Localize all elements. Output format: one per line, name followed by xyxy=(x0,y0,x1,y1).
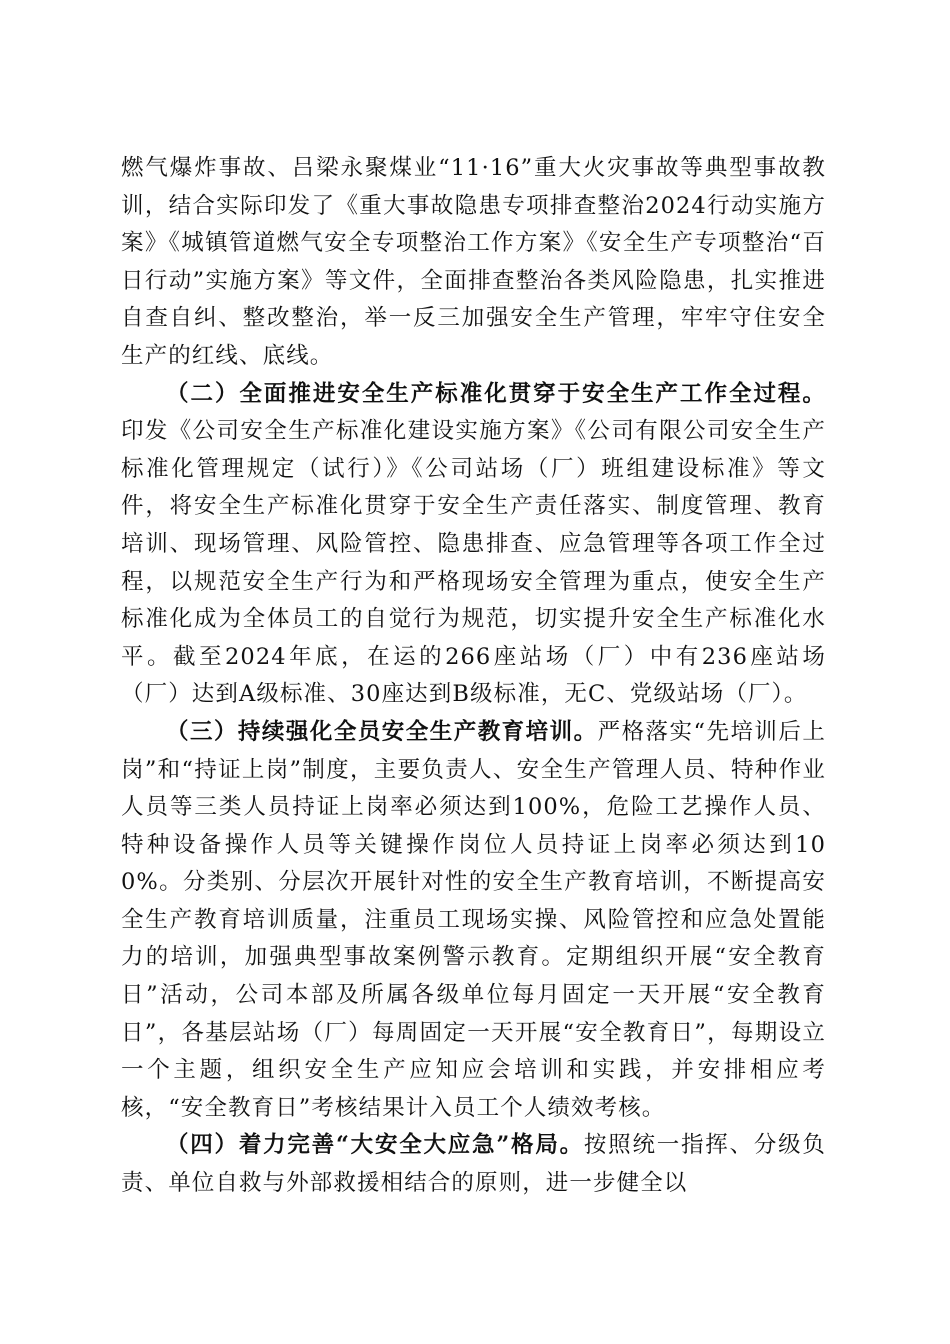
section-2-body-text: 印发《公司安全生产标准化建设实施方案》《公司有限公司安全生产标准化管理规定（试行）》《公司站场（厂）班组建设标准》等文件，将安全生产标准化贯穿于安全生产责任落实、制度管理、教育培训、现场管理、风险管控、隐患排查、应急管理等各项工作全过程，以规范安全生产行为和严格现场安全管理为重点，使安全生产标准化成为全体员工的自觉行为规范，切实提升安全生产标准化水平。截至2024年底，在运的266座站场（厂）中有236座站场（厂）达到A级标准、30座达到B级标准，无C、党级站场（厂）。 xyxy=(121,418,826,708)
section-3-heading: （三）持续强化全员安全生产教育培训。 xyxy=(166,718,598,745)
paragraph-section-2 xyxy=(121,376,826,714)
section-2-heading: （二）全面推进安全生产标准化贯穿于安全生产工作全过程。 xyxy=(166,380,826,407)
section-3-body-text: 严格落实“先培训后上岗”和“持证上岗”制度，主要负责人、安全生产管理人员、特种作业人员等三类人员持证上岗率必须达到100%，危险工艺操作人员、特种设备操作人员等关键操作岗位人员持证上岗率必须达到100%。分类别、分层次开展针对性的安全生产教育培训，不断提高安全生产教育培训质量，注重员工现场实操、风险管控和应急处置能力的培训，加强典型事故案例警示教育。定期组织开展“安全教育日”活动，公司本部及所属各级单位每月固定一天开展“安全教育日”，各基层站场（厂）每周固定一天开展“安全教育日”，每期设立一个主题，组织安全生产应知应会培训和实践，并安排相应考核，“安全教育日”考核结果计入员工个人绩效考核。 xyxy=(121,718,826,1121)
paragraph-body-text: 燃气爆炸事故、吕梁永聚煤业“11·16”重大火灾事故等典型事故教训，结合实际印发了《重大事故隐患专项排查整治2024行动实施方案》《城镇管道燃气安全专项整治工作方案》《安全生产专项整治“百日行动”实施方案》等文件，全面排查整治各类风险隐患，扎实推进自查自纠、整改整治，举一反三加强安全生产管理，牢牢守住安全生产的红线、底线。 xyxy=(121,155,826,369)
section-4-body-text: 按照统一指挥、分级负责、单位自救与外部救援相结合的原则，进一步健全以 xyxy=(121,1132,826,1197)
paragraph-section-4 xyxy=(121,1127,826,1202)
paragraph-section-3 xyxy=(121,714,826,1128)
section-4-heading: （四）着力完善“大安全大应急”格局。 xyxy=(166,1132,584,1159)
document-body xyxy=(121,150,826,1203)
paragraph-continued xyxy=(121,150,826,376)
